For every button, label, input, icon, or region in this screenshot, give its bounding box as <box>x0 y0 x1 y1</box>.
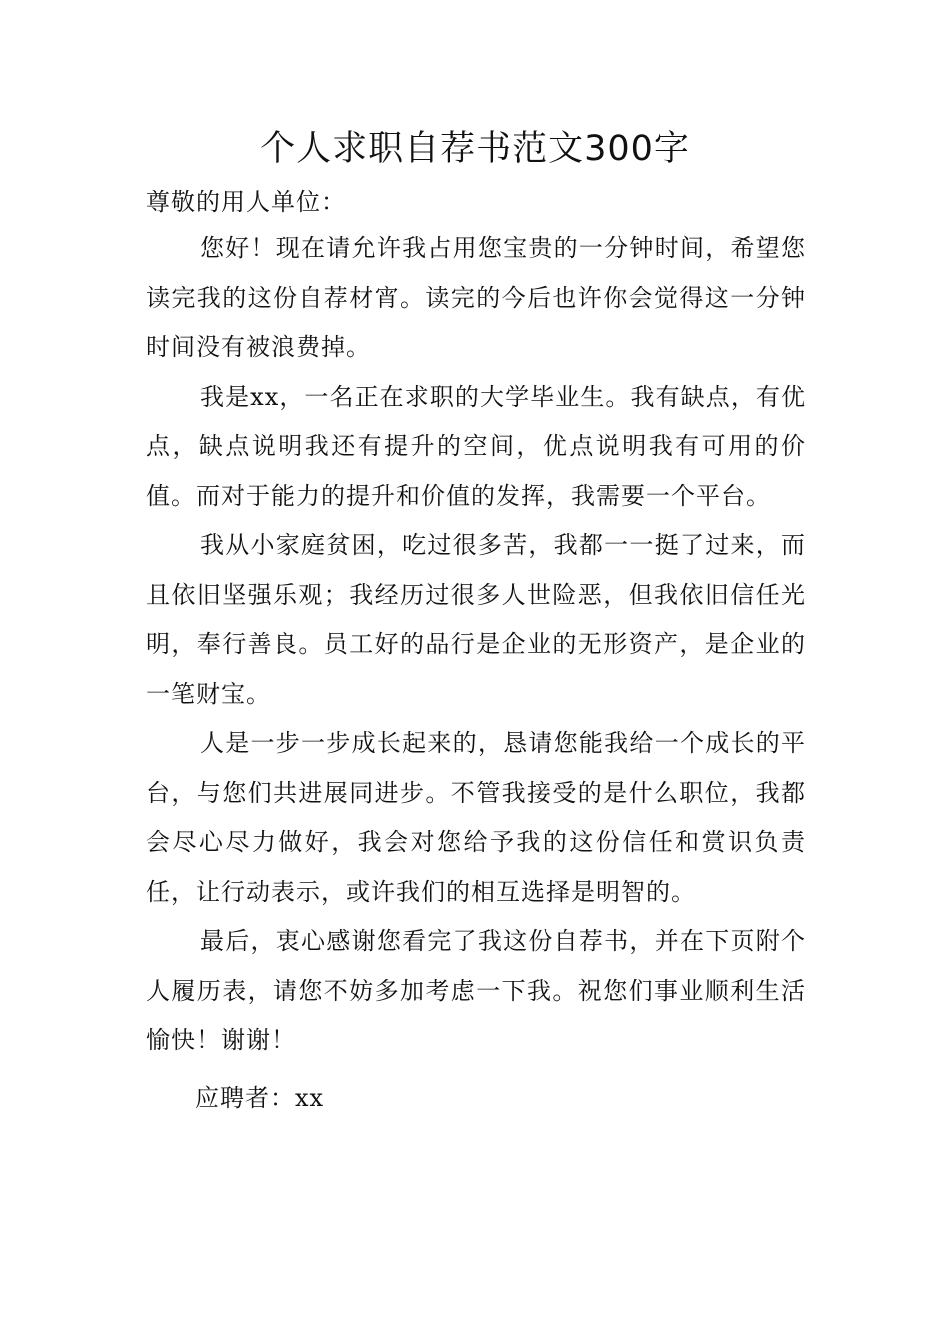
letter-body <box>146 224 806 1066</box>
salutation: 尊敬的用人单位： <box>146 188 346 216</box>
paragraph-introduction: 我是xx，一名正在求职的大学毕业生。我有缺点，有优点，缺点说明我还有提升的空间，优点说明我有可用的价值。而对于能力的提升和价值的发挥，我需要一个平台。 <box>146 382 806 510</box>
paragraph-closing: 最后，衷心感谢您看完了我这份自荐书，并在下页附个人履历表，请您不妨多加考虑一下我。祝您们事业顺利生活愉快！谢谢！ <box>146 927 806 1054</box>
paragraph-background: 我从小家庭贫困，吃过很多苦，我都一一挺了过来，而且依旧坚强乐观；我经历过很多人世险恶，但我依旧信任光明，奉行善良。员工好的品行是企业的无形资产，是企业的一笔财宝。 <box>146 531 806 708</box>
paragraph-greeting: 您好！现在请允许我占用您宝贵的一分钟时间，希望您读完我的这份自荐材宵。读完的今后也许你会觉得这一分钟时间没有被浪费掉。 <box>146 234 806 361</box>
document-title: 个人求职自荐书范文300字 <box>260 129 690 169</box>
signature: 应聘者：xx <box>195 1084 325 1112</box>
paragraph-request: 人是一步一步成长起来的，恳请您能我给一个成长的平台，与您们共进展同进步。不管我接受的是什么职位，我都会尽心尽力做好，我会对您给予我的这份信任和赏识负责任，让行动表示，或许我们的相互选择是明智的。 <box>146 729 806 906</box>
